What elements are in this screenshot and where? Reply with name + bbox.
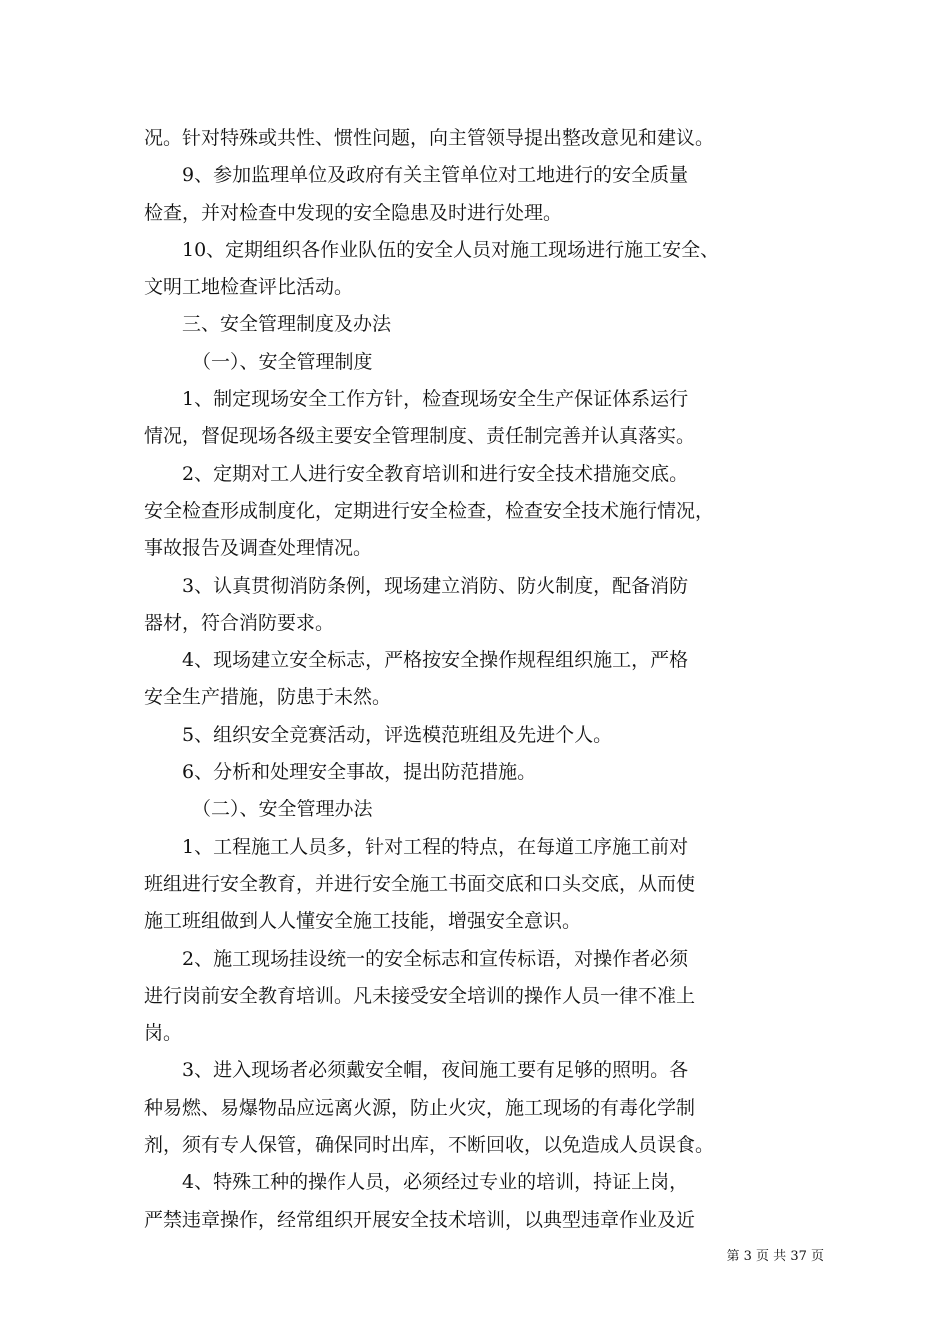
text-line: （二）、安全管理办法	[192, 798, 373, 821]
document-body	[144, 120, 824, 1239]
text-line: 4、现场建立安全标志，严格按安全操作规程组织施工，严格	[182, 649, 689, 672]
text-line: 2、定期对工人进行安全教育培训和进行安全技术措施交底。	[182, 462, 689, 485]
text-line: 事故报告及调查处理情况。	[144, 537, 373, 560]
text-line: 5、组织安全竞赛活动，评选模范班组及先进个人。	[182, 723, 613, 746]
text-line: 检查，并对检查中发现的安全隐患及时进行处理。	[144, 201, 563, 224]
text-line: 3、进入现场者必须戴安全帽，夜间施工要有足够的照明。各	[182, 1059, 689, 1082]
text-line: 文明工地检查评比活动。	[144, 276, 354, 299]
page-number: 第 3 页 共 37 页	[726, 1249, 824, 1264]
text-line: 班组进行安全教育，并进行安全施工书面交底和口头交底，从而使	[144, 872, 696, 895]
text-line: 10、定期组织各作业队伍的安全人员对施工现场进行施工安全、	[182, 238, 720, 261]
text-line: 施工班组做到人人懂安全施工技能，增强安全意识。	[144, 910, 582, 933]
text-line: 2、施工现场挂设统一的安全标志和宣传标语，对操作者必须	[182, 947, 689, 970]
text-line: 器材，符合消防要求。	[144, 611, 335, 634]
text-line: 1、工程施工人员多，针对工程的特点，在每道工序施工前对	[182, 835, 689, 858]
text-line: 进行岗前安全教育培训。凡未接受安全培训的操作人员一律不准上	[144, 984, 696, 1007]
text-line: 情况，督促现场各级主要安全管理制度、责任制完善并认真落实。	[144, 425, 696, 448]
text-line: 况。针对特殊或共性、惯性问题，向主管领导提出整改意见和建议。	[144, 127, 715, 149]
text-line: 三、安全管理制度及办法	[182, 313, 392, 336]
text-line: 3、认真贯彻消防条例，现场建立消防、防火制度，配备消防	[182, 574, 689, 597]
text-line: 4、特殊工种的操作人员，必须经过专业的培训，持证上岗，	[182, 1171, 689, 1194]
text-line: 剂，须有专人保管，确保同时出库，不断回收，以免造成人员误食。	[144, 1134, 715, 1157]
text-line: 岗。	[144, 1022, 183, 1045]
text-line: （一）、安全管理制度	[192, 350, 373, 373]
text-line: 安全生产措施，防患于未然。	[144, 686, 392, 709]
text-line: 1、制定现场安全工作方针，检查现场安全生产保证体系运行	[182, 388, 689, 411]
text-line: 9、参加监理单位及政府有关主管单位对工地进行的安全质量	[182, 164, 689, 187]
text-line: 严禁违章操作，经常组织开展安全技术培训，以典型违章作业及近	[144, 1208, 696, 1231]
text-line: 种易燃、易爆物品应远离火源，防止火灾，施工现场的有毒化学制	[144, 1096, 696, 1119]
text-line: 安全检查形成制度化，定期进行安全检查，检查安全技术施行情况，	[144, 499, 715, 522]
text-line: 6、分析和处理安全事故，提出防范措施。	[182, 761, 537, 784]
